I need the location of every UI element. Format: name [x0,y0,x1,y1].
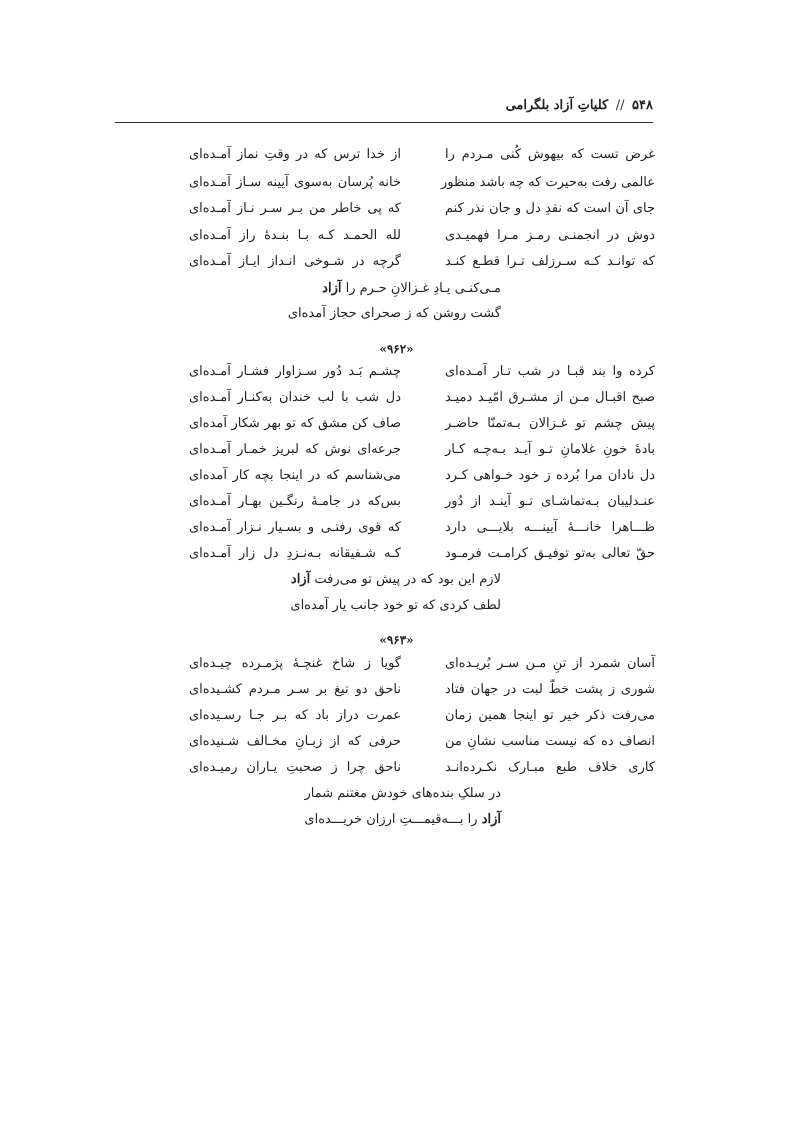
maqta-text: گشت روشن که ز صحرای حجاز آمده‌ای [287,306,501,321]
ghazal-number: «۹۶۲» [379,342,414,356]
couplet-left-misra: کـه شـفیقانه بـه‌نـزدِ دل زار آمـده‌ای [189,546,401,561]
maqta-text: لطف کردی که تو خود جانب یار آمده‌ای [290,598,501,613]
ghazal-number: «۹۶۳» [379,633,414,647]
couplet-left-misra: که قوی رفتـی و بسـیار نـزار آمـده‌ای [189,520,401,535]
header-separator: // [615,98,625,113]
couplet-left-misra: ناحق چرا ز صحبتِ یـاران رمیـده‌ای [189,760,401,775]
couplet-right-misra: شوری ز پشت خطّ لبت در جهان فتاد [445,682,655,697]
couplet-left-misra: ناحق دو تیغ بر سـر مـردم کشـیده‌ای [189,682,401,697]
couplet-right-misra: ظـــاهرا خانـــهٔ آیینـــه بلایـــی دارد [445,520,655,535]
maqta-text: را بـــه‌قیمـــتِ ارزان خریـــده‌ای [304,812,478,827]
couplet-left-misra: که پی خاطر من بـر سـر نـاز آمـده‌ای [189,201,401,216]
couplet-left-misra: گویا ز شاخ غنچـهٔ پژمـرده چیـده‌ای [189,656,401,671]
poet-pen-name: آزاد [481,812,501,827]
couplet-right-misra: دل نادان مرا بُرده ز خود خـواهی کـرد [445,468,655,483]
couplet-left-misra: جرعه‌ای نوش که لبریز خمـار آمـده‌ای [189,442,401,457]
couplet-right-misra: حقّ تعالی به‌تو توفیـق کرامـت فرمـود [445,546,655,561]
couplet-right-misra: کرده وا بند قبـا در شب تـار آمـده‌ای [445,364,655,379]
couplet-right-misra: جای آن است که نقدِ دل و جان نذر کنم [445,201,655,216]
couplet-right-misra: که توانـد کـه سـرزلف تـرا قطـع کنـد [445,254,655,269]
couplet-left-misra: چشـم بَـد دُور سـزاوار فشـار آمـده‌ای [189,364,401,379]
couplet-left-misra: حرفی که از زبـانِ مخـالف شـنیده‌ای [189,734,401,749]
couplet-right-misra: می‌رفت ذکر خیر تو اینجا همین زمان [445,708,655,723]
maqta-line [288,305,501,323]
couplet-left-misra: گرچه در شـوخی انـداز ایـاز آمـده‌ای [189,254,401,269]
couplet-left-misra: خانه پُرسان به‌سوی آیینه سـاز آمـده‌ای [189,175,401,190]
maqta-line [304,811,501,829]
book-title: کلیاتِ آزاد بلگرامی [505,98,609,113]
couplet-left-misra: می‌شناسم که در اینجا بچه کار آمده‌ای [189,468,401,483]
page-header [115,96,653,123]
maqta-text: مـی‌کنـی یـادِ غـزالانِ حـرم را [345,281,501,296]
couplet-right-misra: بادهٔ خونِ غلامانِ تـو آیـد بـه‌چـه کـار [445,442,655,457]
couplet-left-misra: لله الحمـد کـه بـا بنـدهٔ راز آمـده‌ای [189,228,401,243]
maqta-line [322,280,501,298]
couplet-right-misra: عنـدلیبان بـه‌تماشـای تـو آینـد از دُور [445,494,655,509]
running-head [506,98,653,113]
couplet-right-misra: انصاف ده که نیست مناسب نشانِ من [445,734,655,749]
poet-pen-name: آزاد [322,281,342,296]
couplet-right-misra: غرض تست که بیهوش کُنی مـردم را [445,147,655,162]
couplet-right-misra: صبح اقبـال مـن از مشـرق امّیـد دمیـد [445,390,655,405]
page-number: ۵۴۸ [632,98,653,113]
couplet-right-misra: عالمی رفت به‌حیرت که چه باشد منظور [440,175,655,190]
maqta-line [304,785,501,803]
couplet-left-misra: صاف کن مشق که تو بهر شکار آمده‌ای [189,416,401,431]
couplet-right-misra: کاری خلاف طبع مبـارک نکـرده‌انـد [445,760,655,775]
couplet-right-misra: دوش در انجمنـی رمـز مـرا فهمیـدی [445,228,655,243]
couplet-right-misra: آسان شمرد از تنِ مـن سـر بُریـده‌ای [445,656,655,671]
maqta-line [290,597,501,615]
couplet-left-misra: عمرت دراز باد که بـر جـا رسـیده‌ای [189,708,401,723]
maqta-text: لازم این بود که در پیش تو می‌رفت [314,572,501,587]
couplet-left-misra: بس‌که در جامـهٔ رنگـین بهـار آمـده‌ای [189,494,401,509]
poet-pen-name: آزاد [290,572,311,587]
maqta-line [291,571,501,589]
couplet-left-misra: از خدا ترس که در وقتِ نماز آمـده‌ای [189,147,401,162]
couplet-left-misra: دل شب با لب خندان به‌کنـار آمـده‌ای [189,390,401,405]
couplet-right-misra: پیش چشم تو غـزالان بـه‌تمنّا حاضـر [445,416,655,431]
maqta-text: در سلکِ بنده‌های خودش مغتنم شمار [304,786,501,801]
